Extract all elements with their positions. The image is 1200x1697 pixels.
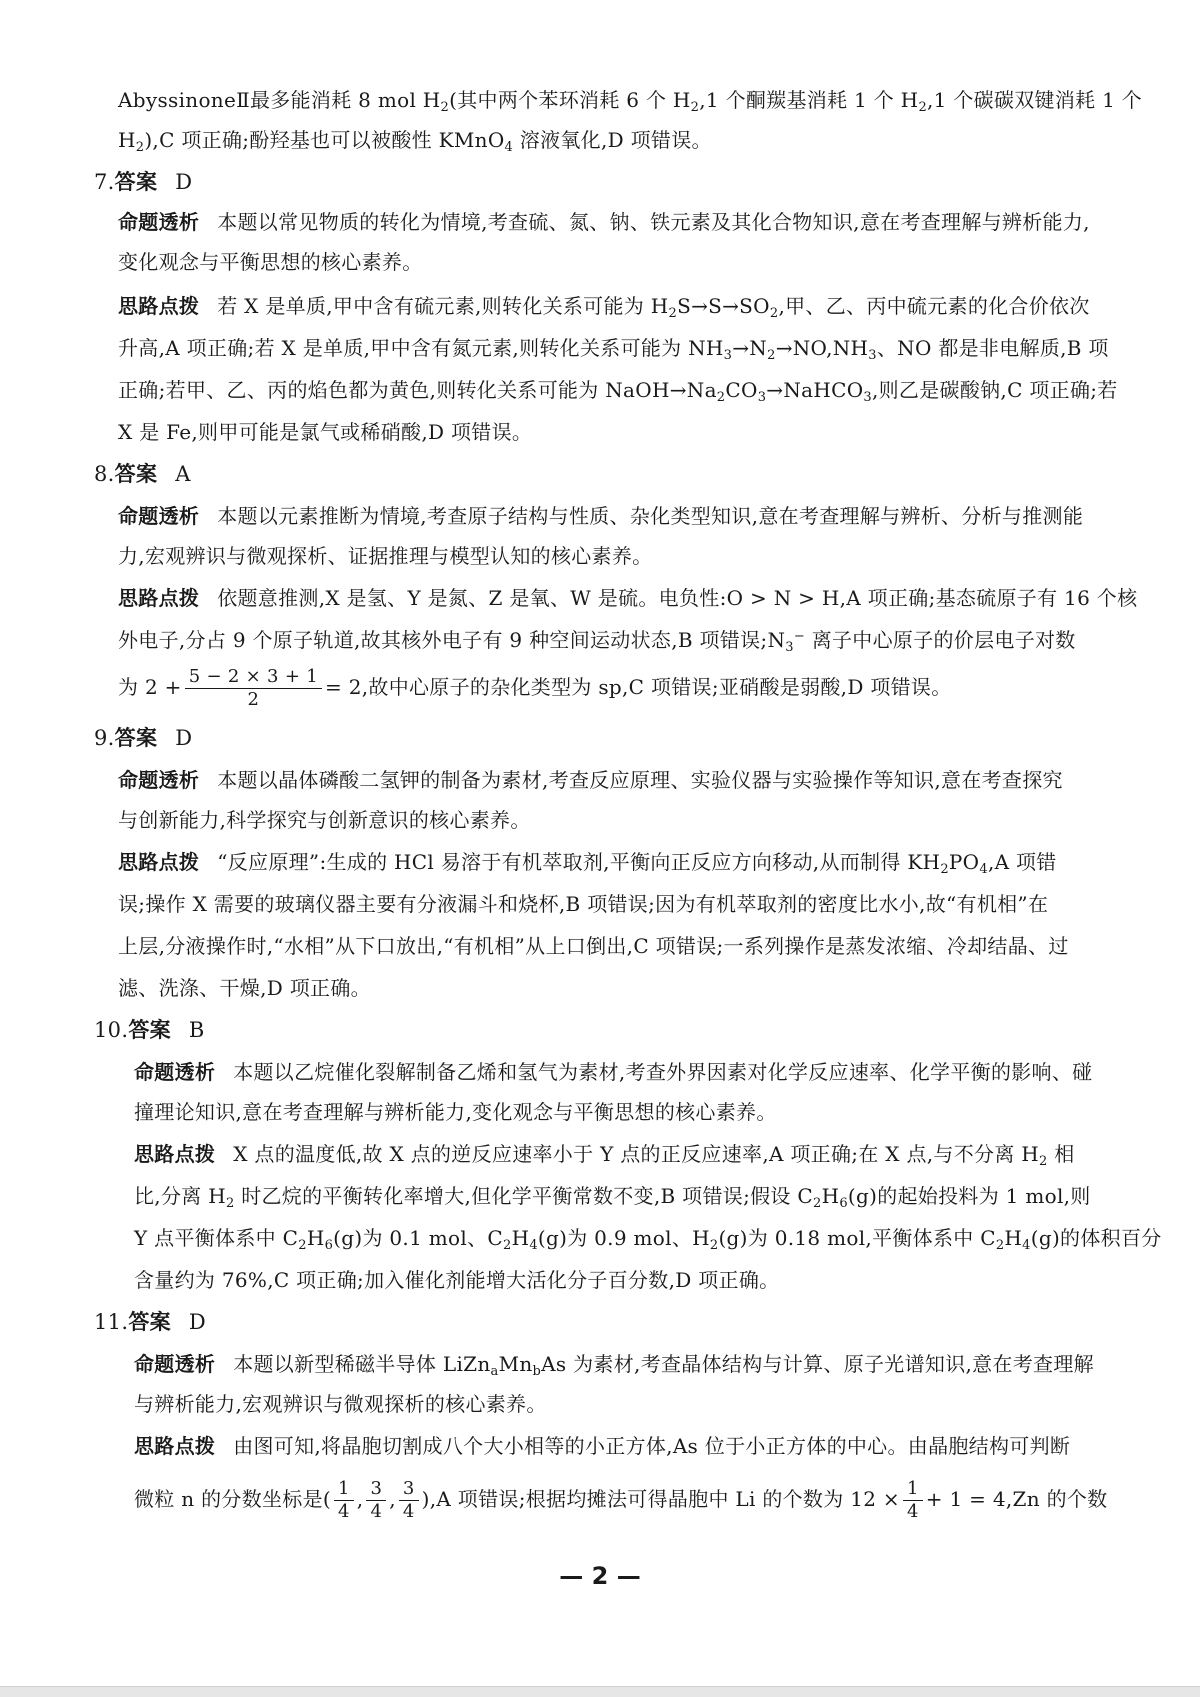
q8-analysis-line-2: 力,宏观辨识与微观探析、证据推理与模型认知的核心素养。 (118, 544, 653, 568)
q8-idea-line-1: 思路点拨 依题意推测,X 是氢、Y 是氮、Z 是氧、W 是硫。电负性:O > N > H,A 项正确;基态硫原子有 16 个核 (118, 586, 1138, 610)
q9-idea-line-4: 滤、洗涤、干燥,D 项正确。 (118, 976, 371, 1000)
idea-label: 思路点拨 (134, 1434, 216, 1458)
q11-idea-line-2: 微粒 n 的分数坐标是( $\frac{1}{4}$ , $\frac{3}{4}$ , $\frac{3}{4}$ ),A 项错误;根据均摊法可得晶胞中 Li 的个数为 12 × $\frac{1}{4}$ + 1 = 4,Zn 的个数 (134, 1478, 1108, 1522)
q10-answer-heading: 10.答案 B (94, 1018, 205, 1042)
q7-idea-line-2: 升高,A 项正确;若 X 是单质,甲中含有氮元素,则转化关系可能为 $NH_3\to N_2\to NO,NH_3$、NO 都是非电解质,B 项 (118, 336, 1109, 363)
fraction: $\frac{3}{4}$ (366, 1478, 386, 1523)
fraction: $\frac{5 - 2 \times 3 + 1}{2}$ (185, 666, 322, 711)
analysis-label: 命题透析 (118, 210, 200, 234)
analysis-label: 命题透析 (118, 768, 200, 792)
q11-answer-heading: 11.答案 D (94, 1310, 207, 1334)
q11-idea-line-1: 思路点拨 由图可知,将晶胞切割成八个大小相等的小正方体,As 位于小正方体的中心。由晶胞结构可判断 (134, 1434, 1071, 1458)
q9-idea-line-2: 误;操作 X 需要的玻璃仪器主要有分液漏斗和烧杯,B 项错误;因为有机萃取剂的密度比水小,故“有机相”在 (118, 892, 1049, 916)
page-number: — 2 — (559, 1562, 641, 1590)
q7-idea-line-4: X 是 Fe,则甲可能是氯气或稀硝酸,D 项错误。 (118, 420, 533, 444)
q11-analysis-line-1: 命题透析 本题以新型稀磁半导体 $LiZn_aMn_bAs$ 为素材,考查晶体结构与计算、原子光谱知识,意在考查理解 (134, 1352, 1094, 1379)
q9-answer-heading: 9.答案 D (94, 726, 193, 750)
q7-analysis-line-1: 命题透析 本题以常见物质的转化为情境,考查硫、氮、钠、铁元素及其化合物知识,意在考查理解与辨析能力, (118, 210, 1090, 234)
q8-idea-line-3: 为 2 + $\frac{5 - 2 \times 3 + 1}{2}$ = 2,故中心原子的杂化类型为 sp,C 项错误;亚硝酸是弱酸,D 项错误。 (118, 666, 952, 710)
q10-idea-line-2: 比,分离 $H_2$ 时乙烷的平衡转化率增大,但化学平衡常数不变,B 项错误;假设 $C_2H_6(g)$的起始投料为 1 mol,则 (134, 1184, 1091, 1211)
intro-line-2: $H_2),C$ 项正确;酚羟基也可以被酸性 KMnO$_4$ 溶液氧化,D 项错误。 (118, 128, 712, 155)
analysis-label: 命题透析 (134, 1352, 216, 1376)
q10-analysis-line-2: 撞理论知识,意在考查理解与辨析能力,变化观念与平衡思想的核心素养。 (134, 1100, 777, 1124)
idea-label: 思路点拨 (134, 1142, 216, 1166)
q7-analysis-line-2: 变化观念与平衡思想的核心素养。 (118, 250, 423, 274)
q7-answer-heading: 7.答案 D (94, 170, 193, 194)
q8-answer-heading: 8.答案 A (94, 462, 191, 486)
analysis-label: 命题透析 (134, 1060, 216, 1084)
intro-line-1: AbyssinoneⅡ最多能消耗 8 mol $H_2$(其中两个苯环消耗 6 个 $H_2,1$ 个酮羰基消耗 1 个 $H_2,1$ 个碳碳双键消耗 1 个 (118, 88, 1143, 115)
fraction: $\frac{1}{4}$ (903, 1478, 923, 1523)
q10-idea-line-3: Y 点平衡体系中 $C_2H_6(g)$为 0.1 mol、$C_2H_4(g)$为 0.9 mol、$H_2(g)$为 0.18 mol,平衡体系中 $C_2H_4(g)$的体积百分 (134, 1226, 1162, 1253)
q9-idea-line-3: 上层,分液操作时,“水相”从下口放出,“有机相”从上口倒出,C 项错误;一系列操作是蒸发浓缩、冷却结晶、过 (118, 934, 1069, 958)
q8-analysis-line-1: 命题透析 本题以元素推断为情境,考查原子结构与性质、杂化类型知识,意在考查理解与辨析、分析与推测能 (118, 504, 1084, 528)
q10-analysis-line-1: 命题透析 本题以乙烷催化裂解制备乙烯和氢气为素材,考查外界因素对化学反应速率、化学平衡的影响、碰 (134, 1060, 1093, 1084)
fraction: $\frac{1}{4}$ (334, 1478, 354, 1523)
idea-label: 思路点拨 (118, 294, 200, 318)
q10-idea-line-4: 含量约为 76%,C 项正确;加入催化剂能增大活化分子百分数,D 项正确。 (134, 1268, 780, 1292)
q11-analysis-line-2: 与辨析能力,宏观辨识与微观探析的核心素养。 (134, 1392, 547, 1416)
q9-analysis-line-2: 与创新能力,科学探究与创新意识的核心素养。 (118, 808, 531, 832)
q8-idea-line-2: 外电子,分占 9 个原子轨道,故其核外电子有 9 种空间运动状态,B 项错误$;N_3^-$ 离子中心原子的价层电子对数 (118, 628, 1076, 655)
idea-label: 思路点拨 (118, 850, 200, 874)
fraction: $\frac{3}{4}$ (399, 1478, 419, 1523)
q9-analysis-line-1: 命题透析 本题以晶体磷酸二氢钾的制备为素材,考查反应原理、实验仪器与实验操作等知识,意在考查探究 (118, 768, 1063, 792)
q10-idea-line-1: 思路点拨 X 点的温度低,故 X 点的逆反应速率小于 Y 点的正反应速率,A 项正确;在 X 点,与不分离 $H_2$ 相 (134, 1142, 1075, 1169)
q7-idea-line-3: 正确;若甲、乙、丙的焰色都为黄色,则转化关系可能为 $NaOH\to Na_2CO_3\to NaHCO_3$,则乙是碳酸钠,C 项正确;若 (118, 378, 1118, 405)
q7-idea-line-1: 思路点拨 若 X 是单质,甲中含有硫元素,则转化关系可能为 $H_2S\to S\to SO_2$,甲、乙、丙中硫元素的化合价依次 (118, 294, 1090, 321)
bottom-divider (0, 1686, 1200, 1697)
q9-idea-line-1: 思路点拨 “反应原理”:生成的 HCl 易溶于有机萃取剂,平衡向正反应方向移动,从而制得 $KH_2PO_4,A$ 项错 (118, 850, 1057, 877)
idea-label: 思路点拨 (118, 586, 200, 610)
analysis-label: 命题透析 (118, 504, 200, 528)
